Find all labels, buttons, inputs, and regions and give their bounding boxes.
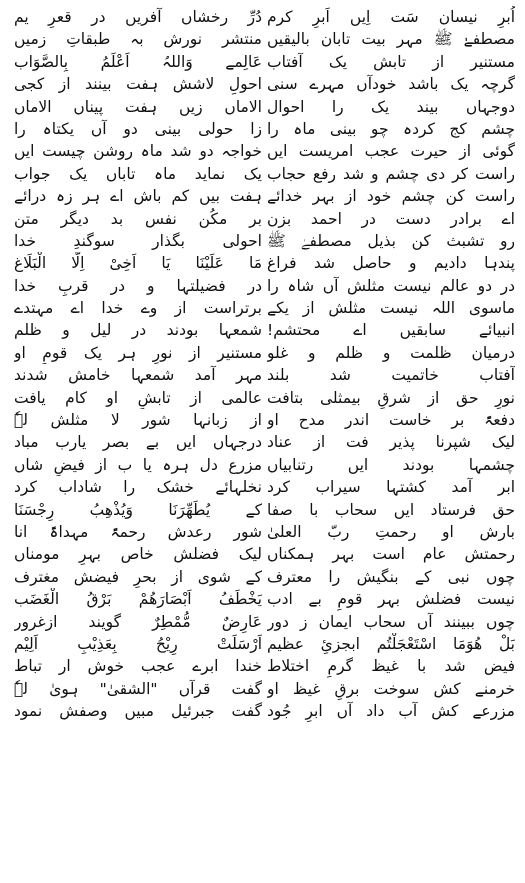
verse: مزرعے کش آب داد آں ابرِ جُود <box>267 702 515 721</box>
verse: منتشر نورش بہ طبقاتِ زمیں <box>14 30 262 49</box>
verse: دُرِّ رخشاں آفریں در قعرِ یم <box>14 8 262 26</box>
verse: چشمہا بودند ایں رتنابیاں <box>267 455 515 474</box>
verse: کے یُطَھِّرَنَا وَیُذْھِبُ رِجْسَنَا <box>14 500 262 519</box>
verse: آفتاب خاتمیت شد بلند <box>267 366 515 385</box>
verse: گرچہ یک باشد خودآں مہرے سنی <box>267 75 515 94</box>
verse: انبیائے سابقیں اے محتشم! <box>267 321 515 340</box>
verse: چشم کج کردہ چو بینی ماہ را <box>267 119 515 138</box>
verse: پندہا دادیم و حاصل شد فراغ <box>267 254 515 273</box>
verse: لیک فضلش خاص بہرِ مومناں <box>14 545 262 564</box>
verse: عالمی از تابشِ او کام یافت <box>14 388 262 407</box>
verse: شور رعدش رحمۃً مہداۃً انا <box>14 522 262 541</box>
verse: راست کر دی چشم و شد رفع حجاب <box>267 164 515 183</box>
verse: کے شوی از بحرِ فیضش مغترف <box>14 567 262 586</box>
verse: رحمتش عام است بہر ہمکناں <box>267 545 515 564</box>
verse: خواجہ دو شد ماہ روشن چیست ایں <box>14 142 262 161</box>
verse: خرمنے کش سوخت برقِ غیظ او <box>267 679 515 698</box>
verse: در دو عالم نیست مثلش آں شاہ را <box>267 276 515 295</box>
verse: ابر آمد کشتہا سیراب کرد <box>267 478 515 497</box>
verse: زا حولی بینی دو آں یکتاہ را <box>14 119 262 138</box>
verse: مہر آمد شمعہا خامش شدند <box>14 366 262 385</box>
right-column <box>267 6 515 723</box>
verse: چوں نبی کے بنگیش را معترف <box>267 567 515 586</box>
verse: راست کن چشم خود از بہر خدائے <box>267 187 515 206</box>
verse: اُبرِ نیسان سَت اِیں اَبرِ کرم <box>267 8 515 26</box>
left-column <box>14 6 262 723</box>
verse: اَرْسَلَتْ رِیْحُ بِعَذِیْبِ اَلِیْم <box>14 634 262 653</box>
verse: احولِ لاشش ہفت بینند از کجی <box>14 75 262 94</box>
verse: احولی بگذار سوگندِ خدا <box>14 231 262 250</box>
verse: مَا عَلَیْنَا یَا اَخِیْ اِلَّا الْبَلَاغ <box>14 254 262 273</box>
verse: چوں ببینند آں سحاب ایمان ز دور <box>267 612 515 631</box>
verse: مصطفےٰ ﷺ مہر بیت تابان بالیقیں <box>267 30 515 49</box>
verse: گفت جبرئیل مبیں وصفش نمود <box>14 702 262 721</box>
verse: نیست فضلش بہر قومِ بے ادب <box>267 590 515 609</box>
verse: فیض شد با غیظ گرمِ اختلاط <box>267 657 515 676</box>
verse: از زبانہا شور لا مثلش لہٗ <box>14 411 262 430</box>
verse: رو تشبث کن بذیل مصطفےٰ ﷺ <box>267 231 515 250</box>
verse: دوجہاں بیند یک را احوال <box>267 97 515 116</box>
verse: برتراست از وے خدا اے مہتدے <box>14 299 262 318</box>
verse: نخلہائے خشک را شاداب کرد <box>14 478 262 497</box>
verse: بَلْ ھُوَمَا اسْتَعْجَلْتُم ابجزئِ عظیم <box>267 634 515 653</box>
verse: گفت قرآں "الشقیٰ" ہویٰ لہٗ <box>14 679 262 698</box>
verse: ہفت بیں کم باش اے ہر زہ درائے <box>14 187 262 206</box>
verse: الاماں زیں ہفت پیناں الاماں <box>14 97 262 116</box>
verse: بر مکُن نفس بد دیگر متن <box>14 209 262 228</box>
verse: مستنیر از تابش یک آفتاب <box>267 52 515 71</box>
verse: یک نماید ماہ تاباں یک جواب <box>14 164 262 183</box>
verse: عَارِضٌ مُّمْطِرٌ گویند ازغرور <box>14 612 262 631</box>
verse: حق فرستاد ایں سحاب با صفا <box>267 500 515 519</box>
verse: درمیان ظلمت و ظلم و غلو <box>267 343 515 362</box>
verse: نورِ حق از شرقِ بیمثلی بتافت <box>267 388 515 407</box>
verse: لیک شپرنا پذیر فت از عناد <box>267 433 515 452</box>
verse: یَخْطَفُ اَبْصَارَھُمْ بَرْقُ الْغَضَب <box>14 590 262 609</box>
verse: ماسوی اللہ نیست مثلش از یکے <box>267 299 515 318</box>
verse: شمعہا بودند در لیل و ظلم <box>14 321 262 340</box>
verse: اے برادر دست در احمد بزن <box>267 209 515 228</box>
verse: مزرع دل ہرہ یا ب از فیضِ شاں <box>14 455 262 474</box>
verse: عَالِمے وَاللہُ اَعْلَمُ بِالصَّوَاب <box>14 52 262 71</box>
verse: بارش او رحمتِ ربّ العلیٰ <box>267 522 515 541</box>
verse: مستنیر از نورِ ہر یک قومِ او <box>14 343 262 362</box>
verse: دفعۃً بر خاست اندر مدح او <box>267 411 515 430</box>
verse: درجہاں ایں بے بصر یارب مباد <box>14 433 262 452</box>
verse: خندا ابرے عجب خوش ار تباط <box>14 657 262 676</box>
verse: گوئی از حیرت عجب امریست ایں <box>267 142 515 161</box>
verse: در فضیلتہا و در قربِ خدا <box>14 276 262 295</box>
